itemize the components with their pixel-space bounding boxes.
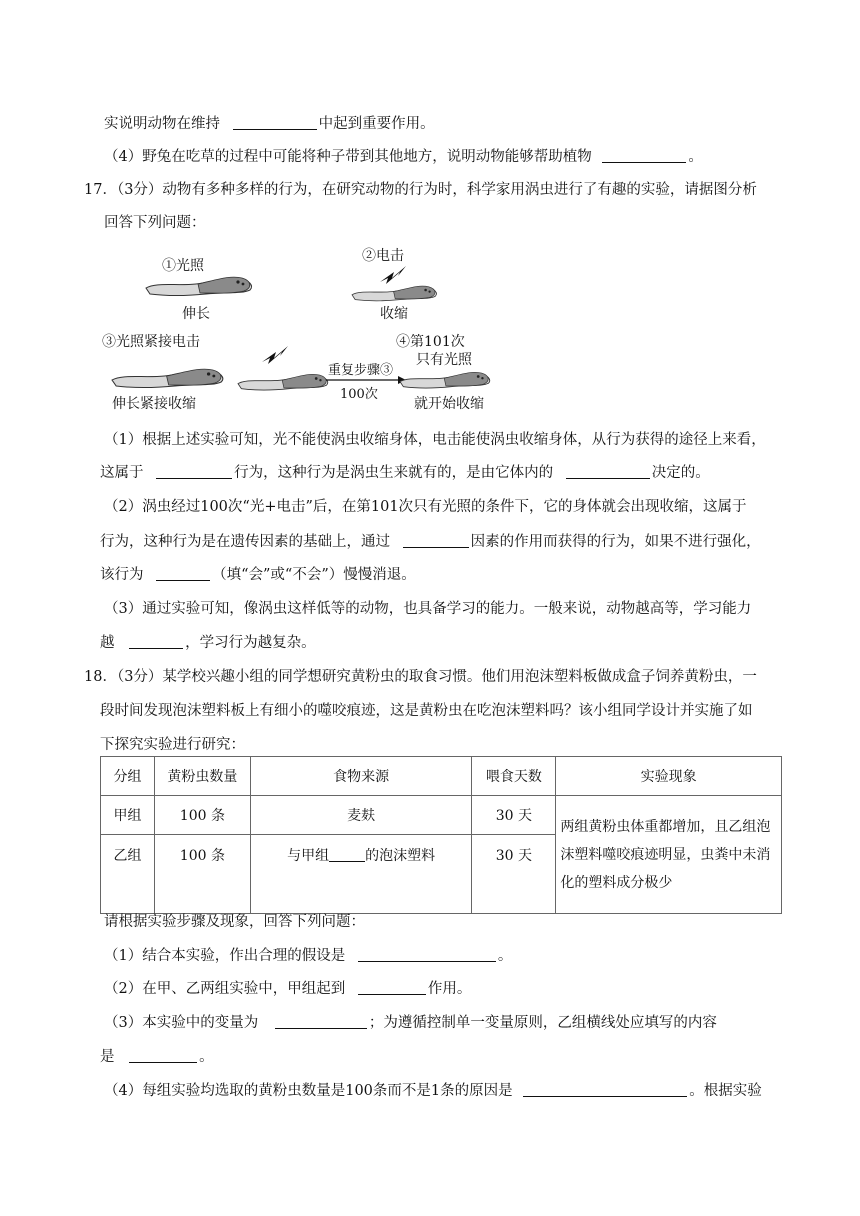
text-segment: 中起到重要作用。 — [318, 116, 435, 132]
text-segment: （1）结合本实验，作出合理的假设是 — [104, 948, 346, 964]
table-header: 实验现象 — [556, 757, 782, 796]
answer-blank[interactable] — [523, 1082, 687, 1097]
table-header: 喂食天数 — [472, 757, 556, 796]
answer-blank[interactable] — [403, 533, 469, 548]
text-segment: ，学习行为越复杂。 — [185, 635, 316, 651]
table-cell: 30 天 — [472, 835, 556, 914]
text-segment: 。 — [688, 149, 703, 165]
text-line: （3）通过实验可知，像涡虫这样低等的动物，也具备学习的能力。一般来说，动物越高等，学习能力 — [104, 601, 752, 617]
text-line — [104, 977, 471, 998]
question-18-stem: 段时间发现泡沫塑料板上有细小的噬咬痕迹，这是黄粉虫在吃泡沫塑料吗？该小组同学设计并实施了如 — [100, 703, 753, 719]
answer-blank[interactable] — [358, 947, 496, 962]
text-line: （2）涡虫经过100次“光+电击”后，在第101次只有光照的条件下，它的身体就会出现收缩，这属于 — [104, 499, 747, 515]
answer-blank[interactable] — [129, 634, 183, 649]
lightning-icon — [380, 266, 406, 284]
text-line — [104, 1079, 762, 1100]
text-line — [104, 112, 435, 133]
table-header: 分组 — [101, 757, 155, 796]
text-line: （1）根据上述实验可知，光不能使涡虫收缩身体，电击能使涡虫收缩身体，从行为获得的途径上来看， — [104, 432, 766, 448]
step3-label: ③光照紧接电击 — [102, 334, 200, 350]
text-segment: 实说明动物在维持 — [104, 116, 220, 132]
table-cell: 30 天 — [472, 796, 556, 835]
step4-label: ④第101次 — [396, 334, 465, 350]
text-line — [100, 563, 416, 584]
lightning-icon — [262, 346, 288, 364]
question-18-stem: 下探究实验进行研究： — [100, 737, 245, 753]
observation-cell: 两组黄粉虫体重都增加，且乙组泡沫塑料噬咬痕迹明显，虫粪中未消化的塑料成分极少 — [556, 796, 782, 914]
text-segment: ；为遵循控制单一变量原则，乙组横线处应填写的内容 — [368, 1015, 717, 1031]
step2-result: 收缩 — [380, 306, 408, 322]
answer-blank[interactable] — [156, 464, 232, 479]
step3-result: 伸长紧接收缩 — [112, 396, 196, 412]
text-segment: （2）在甲、乙两组实验中，甲组起到 — [104, 981, 346, 997]
answer-blank[interactable] — [602, 148, 686, 163]
step1-result: 伸长 — [182, 306, 210, 322]
text-line — [100, 1045, 214, 1066]
text-segment: 是 — [100, 1049, 115, 1065]
text-line — [100, 530, 761, 551]
text-segment: （填“会”或“不会”）慢慢消退。 — [212, 567, 416, 583]
table-row — [101, 796, 782, 835]
text-segment: 这属于 — [100, 465, 144, 481]
experiment-table — [100, 756, 782, 914]
text-segment: 该行为 — [100, 567, 144, 583]
text-segment: 。 — [199, 1049, 214, 1065]
text-segment: （4）每组实验均选取的黄粉虫数量是100条而不是1条的原因是 — [104, 1083, 513, 1099]
text-line: 请根据实验步骤及现象，回答下列问题： — [104, 914, 365, 930]
table-header-row — [101, 757, 782, 796]
repeat-label: 重复步骤③ — [328, 363, 394, 378]
text-segment: （4）野兔在吃草的过程中可能将种子带到其他地方，说明动物能够帮助植物 — [104, 149, 592, 165]
answer-blank[interactable] — [275, 1014, 367, 1029]
text-segment: 与甲组 — [287, 848, 330, 864]
text-line — [104, 145, 703, 166]
table-cell: 乙组 — [101, 835, 155, 914]
question-17-stem: 17．（3分）动物有多种多样的行为，在研究动物的行为时，科学家用涡虫进行了有趣的实验，请据图分析 — [84, 182, 757, 198]
text-segment: 。 — [497, 948, 513, 964]
text-segment: 行为，这种行为是涡虫生来就有的，是由它体内的 — [234, 465, 554, 481]
step4-result: 就开始收缩 — [414, 396, 484, 412]
text-segment: （3）本实验中的变量为 — [104, 1015, 259, 1031]
answer-blank[interactable] — [329, 849, 365, 862]
text-segment: 越 — [100, 635, 115, 651]
answer-blank[interactable] — [129, 1048, 197, 1063]
text-segment: 行为，这种行为是在遗传因素的基础上，通过 — [100, 534, 390, 550]
repeat-count: 100次 — [340, 387, 378, 402]
table-cell: 100 条 — [154, 796, 250, 835]
text-line — [104, 1011, 717, 1032]
answer-blank[interactable] — [566, 464, 650, 479]
text-segment: 因素的作用而获得的行为，如果不进行强化， — [470, 534, 761, 550]
table-cell: 甲组 — [101, 796, 155, 835]
step1-label: ①光照 — [162, 258, 204, 274]
question-18-stem: 18．（3分）某学校兴趣小组的同学想研究黄粉虫的取食习惯。他们用泡沫塑料板做成盒子饲养黄粉虫，一 — [84, 669, 757, 685]
table-header: 黄粉虫数量 — [154, 757, 250, 796]
text-line — [100, 631, 316, 652]
answer-blank[interactable] — [233, 115, 317, 130]
table-header: 食物来源 — [250, 757, 472, 796]
planarian-experiment-figure — [100, 240, 520, 418]
answer-blank[interactable] — [156, 566, 210, 581]
table-cell — [250, 835, 472, 914]
table-cell: 100 条 — [154, 835, 250, 914]
text-segment: 的泡沫塑料 — [365, 848, 436, 864]
text-segment: 。根据实验 — [689, 1083, 762, 1099]
text-segment: 决定的。 — [651, 465, 710, 481]
text-segment: 作用。 — [427, 981, 472, 997]
text-line — [104, 944, 512, 965]
text-line — [100, 461, 710, 482]
table-cell: 麦麸 — [250, 796, 472, 835]
step4-label: 只有光照 — [416, 352, 472, 368]
question-17-stem: 回答下列问题： — [104, 215, 206, 231]
answer-blank[interactable] — [358, 980, 426, 995]
step2-label: ②电击 — [362, 248, 404, 264]
